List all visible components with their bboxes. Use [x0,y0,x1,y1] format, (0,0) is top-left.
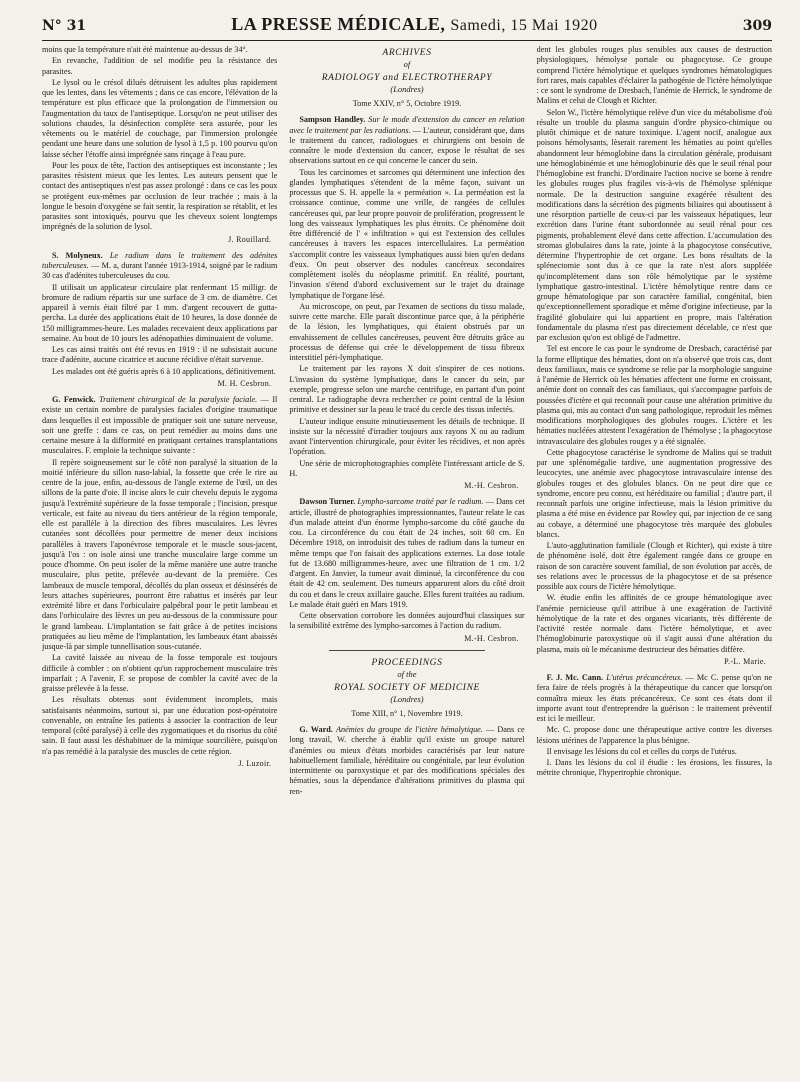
section-divider [329,650,484,651]
paragraph: — L'auteur, considérant que, dans le traitement du cancer, radiologues et chirurgiens ont besoin de connaître le mode d'extension du cancer, expose le résultat de ses observations surtout en ce qui concerne le cancer du sein. [289,125,525,166]
article-author: Dawson Turner. [299,497,356,507]
column-1 [42,45,277,798]
signature: P.-L. Marie. [724,656,766,666]
column-2 [289,45,524,798]
paragraph: Pour les poux de tête, l'action des antiseptiques est inconstante ; les parasites résistent mieux que les lentes. Les auteurs pensent que le contact des antiseptiques n'est pas assez prolongé : dans ce cas les poux se protègent eux-mêmes par occlusion de leur trachée ; mais à la longue le besoin d'oxygène se fait sentir, la respiration se rétablit, et les parasites sont intoxiqués, pourvu que les cheveux soient longtemps imprégnés de la solution de lysol. [42,160,278,232]
signature: M. H. Cesbron. [217,378,272,388]
article-title: L'utérus précancéreux. [606,673,683,682]
article-author: G. Ward. [299,725,333,734]
paragraph: Tel est encore le cas pour le syndrome de Dresbach, caractérisé par la forme elliptique des hématies, dont on n'a observé que trois cas, dont deux familiaux, mais ce syndrome se relie par la morphologie sanguine à l'anémie de Herrick où les hématies affectent une forme en croissant, anémie dont on connaît des cas familiaux, qui s'accompagne parfois de poussées d'ictère et qui reconnaît pour cause une altération primitive du plasma qui, mis au contact d'un sang pathologique, reproduit les mêmes modifications morphologiques des globules rouges. L'ictère et les hématies nucléées attestent l'exagération de l'hémolyse ; la phagocytose intravasculaire des globules rouges y a été signalée. [536,344,772,446]
section-title: PROCEEDINGS [371,657,443,668]
paragraph: Les cas ainsi traités ont été revus en 1919 : il ne subsistait aucune trace d'adénite, aucune cicatrice et aucune récidive n'était survenue. [42,345,278,365]
article-author: Sampson Handley. [299,115,366,125]
paragraph: Cette observation corrobore les données aujourd'hui classiques sur la sensibilité extrême des lympho-sarcomes à l'action du radium. [289,611,525,631]
article-fenwick [42,395,277,457]
section-city: (Londres) [390,84,424,94]
article-title: Anémies du groupe de l'ictère hémolytique. [336,725,483,734]
journal-title: LA PRESSE MÉDICALE, [231,14,446,34]
paragraph: Selon W., l'ictère hémolytique relève d'un vice du métabolisme d'où résulte un trouble du plasma sanguin d'ordre physico-chimique ou plutôt chimique et de nature toxinique. L'agent nocif, analogue aux poisons hémolysants, lèserait rarement les hématies au point qu'elles abandonnent leur hémoglobine dans la circulation générale, produisant une hémoglobinémie et une hémoglobinurie dès que le seuil rénal pour l'hémoglobine est franchi. D'ordinaire l'action nocive se borne à rendre les globules rouges plus fragiles vis-à-vis de l'hémolyse splénique normale. De la destruction sanguine exagérée résultent des modifications dans la sécrétion des pigments biliaires qui aboutissent à une résorption partielle de ceux-ci par les vaisseaux hépatiques, leur excrétion dans l'urine étant subordonnée au seuil rénal pour ces pigments, probablement élevé dans cette affection. L'accumulation des stromas globulaires dans la rate, jointe à la phagocytose consécutive, détermine l'hypertrophie de cet organe. Les bons résultats de la splénectomie sont dus à ce que la rate n'est alors suppléée qu'incomplètement dans son rôle hémolytique par le système lymphatique gastro-intestinal. L'ictère hémolytique rentre dans ce groupe hématologique par son caractère familial, congénital, bien qu'exceptionnellement sporadique et même d'origine infectieuse, par la fragilité globulaire qui lui appartient en propre, mais l'altération fondamentale du plasma n'est pas directement décelable, ce n'est que par exclusion qu'on est obligé de l'admettre. [536,107,772,342]
article-handley [289,115,524,166]
paragraph: Les résultats obtenus sont évidemment incomplets, mais satisfaisants néanmoins, surtout si, par une éducation post-opératoire convenable, on entraîne les patients à associer la contraction de leur temporal (côté paralysé) à celle des zygomatiques et du risorius du côté sain. Il faut aussi les déshabituer de la mimique sourcilière, puisqu'on n'a pas remédié à la paralysie des muscles de cette région. [42,695,278,756]
signature: M.-H. Cesbron. [464,633,519,643]
section-title: RADIOLOGY and ELECTROTHERAPY [321,73,493,83]
paragraph: En revanche, l'addition de sel modifie peu la résistance des parasites. [42,56,278,76]
paragraph: Une série de microphotographies complète l'intéressant article de S. H. [289,458,525,478]
article-molyneux [42,251,277,282]
paragraph: Le traitement par les rayons X doit s'inspirer de ces notions. L'invasion du système lymphatique, dans le cancer du sein, par exemple, progresse selon une marche centrifuge, en partant d'un point central. Le radiographe devra rechercher ce point central de la lésion primitive et dessiner sur la peau le tracé du cercle des tissus infectés. [289,364,525,415]
paragraph: — Dans cet article, illustré de photographies impressionnantes, l'auteur relate le cas d'un malade atteint d'un énorme lympho-sarcome du côté gauche du cou. La circonférence du cou était de 24 inches, soit 60 cm. En Décembre 1918, on introduisit des tubes de radium dans la tumeur en même temps que l'on faisait des applications externes. La dose totale fut de 13.680 milligrammes-heure, avec une filtration de 1 cm. 1/2 d'argent. En Janvier, la tumeur avait diminué, la circonférence du cou était de 42 cm. seulement. Des tumeurs apparurent alors du côté droit du cou et dans le creux axillaire gauche. Elles furent traitées au radium. Le malade était guéri en Mars 1919. [289,497,525,609]
issue-number: N° 31 [42,18,87,34]
section-title: of the [397,668,417,679]
column-3 [537,45,772,798]
signature: J. Rouillard. [228,234,272,244]
article-title: Le radium dans le traitement des adénites tuberculeuses. [42,250,278,270]
article-title: Traitement chirurgical de la paralysie faciale. [98,395,258,404]
signature: J. Luzoir. [238,758,272,768]
paragraph: L'auto-agglutination familiale (Clough et Richter), qui existe à titre de phénomène isolé, doit être également rangée dans ce groupe en raison de son caractère souvent familial, de son évolution par accès, de ses relations avec le processus de la phagocytose et de sa présence possible aux cours de l'ictère hémolytique. [536,541,772,591]
article-author: F. J. Mc. Cann. [546,673,604,682]
paragraph: — M. a, durant l'année 1913-1914, soigné par le radium 30 cas d'adénites tuberculeuses du cou. [42,261,278,281]
paragraph: W. étudie enfin les affinités de ce groupe hématologique avec l'anémie pernicieuse qu'il attribue à une exagération de l'activité hémolytique de la rate et des organes vicariants, très différente de l'activité restée normale dans l'ictère hémolytique, et avec l'hémoglobinurie paroxystique où il s'agit aussi d'une altération du plasma, mais où le mécanisme destructeur des hématies diffère. [536,593,772,654]
page-number: 309 [742,18,772,34]
paragraph: Il envisage les lésions du col et celles du corps de l'utérus. [546,746,737,756]
paragraph: Les malades ont été guéris après 6 à 10 applications, définitivement. [52,366,276,376]
article-title: Lympho-sarcome traité par le radium. [357,497,484,507]
article-turner [289,497,524,610]
paragraph: Au microscope, on peut, par l'examen de sections du tissu malade, suivre cette marche. Elle paraît discontinue parce que, à la périphérie de la lésion, les lymphatiques, qui étaient obstrués par un envahissement de cellules cancéreuses, peuvent être détruits grâce au processus de défense qui crée le développement de tissu fibreux interstitiel péri-lymphatique. [289,301,525,362]
paragraph: Il utilisait un applicateur circulaire plat renfermant 15 milligr. de bromure de radium répartis sur une surface de 3 cm. de diamètre. Cet appareil à vernis était filtré par 1 mm. d'argent recouvert de gutta-percha. La durée des applications était de 10 heures, la dose donnée de 150 milligrammes-heure. Les malades recevaient deux applications par semaine. Au bout de 10 jours les adénopathies diminuaient de volume. [42,282,278,343]
paragraph: — Dans ce long travail, W. cherche à établir qu'il existe un groupe naturel d'anémies ou mieux d'états morbides caractérisés par leur nature habituellement familiale, héréditaire ou congénitale, par leur évolution intermittente ou paroxystique et par des modifications spéciales des hématies, sous la dépendance d'altérations primitives du plasma qui ren- [289,725,525,796]
paragraph: — Mc C. pense qu'on ne fera faire de réels progrès à la thérapeutique du cancer que lorsqu'on connaîtra mieux les états précancéreux. Ce sont ces états dont il importe avant tout d'entreprendre la guérison : le traitement préventif est ici le meilleur. [536,673,772,723]
paragraph: Le lysol ou le crésol dilués détruisent les adultes plus rapidement que les lentes, dans les vêtements ; dans ce cas encore, l'élévation de la température est plus efficace que la prolongation de l'immersion ou l'augmentation du taux de l'antiseptique. Lorsqu'on ne peut utiliser des solutions chaudes, la désinfection complète sera assurée, pour les vêtements ou le matériel de couchage, par l'immersion prolongée pendant une heure dans une solution de lysol à 1,5 p. 100 pourvu qu'on laisse sécher l'étoffe ainsi imprégnée sans rinçage à l'eau pure. [42,77,278,159]
signature: M.-H. Cesbron. [464,481,519,490]
article-author: S. Molyneux. [52,250,103,260]
article-ward [289,725,524,797]
paragraph: — Il existe un certain nombre de paralysies faciales d'origine traumatique dans lesquelles il est impossible de pratiquer soit une suture nerveuse, soit une greffe : dans ce cas, on peut remédier au moins dans une certaine mesure à la difformité en pratiquant certaines transplantations musculaires. F. emploie la technique suivante : [42,395,278,456]
article-author: G. Fenwick. [52,395,96,404]
paragraph: dent les globules rouges plus sensibles aux causes de destruction physiologiques, hémolyse portale ou phagocytose. Ce groupe comprend l'ictère hémolytique et quelques syndromes hématologiques fort rares, mais capables d'éclairer la pathogénie de l'ictère hémolytique : ce sont le syndrome de Dresbach, l'anémie de Herrick, le syndrome de Malins et celui de Clough et Richter. [536,45,772,106]
section-volume: Tome XXIV, n° 5, Octobre 1919. [352,99,462,108]
columns [42,45,772,798]
article-title: Sur le mode d'extension du cancer en relation avec le traitement par les radiations. [289,115,525,135]
paragraph: Cette phagocytose caractérise le syndrome de Malins qui se traduit par une splénomégalie tardive, une augmentation progressive des leucocytes, une anémie avec phagocytose intravasculaire intense des globules rouges et des globules blancs. On ne peut dire que ce syndrome, encore peu connu, est héréditaire ou familial ; d'autre part, il reconnaît parfois une origine infectieuse, mais la lésion primitive du plasma a été mise en évidence par Rowley qui, par injection de ce sang au cobaye, a déterminé une phagocytose très marquée des globules blancs. [536,447,772,539]
paragraph: moins que la température n'ait été maintenue au-dessus de 34°. [42,45,248,54]
paragraph: L'auteur indique ensuite minutieusement les détails de technique. Il insiste sur la nécessité d'irradier toujours aux rayons X ou au radium avant l'intervention chirurgicale, pour éviter les récidives, et non après l'opération. [289,416,525,457]
paragraph: I. Dans les lésions du col il étudie : les érosions, les fissures, la métrite chronique, l'hypertrophie chronique. [536,758,772,778]
paragraph: Il repère soigneusement sur le côté non paralysé la situation de la moitié inférieure du sillon naso-labial, la fossette que crée le rire au centre de la joue, enfin, au-dessous de l'angle externe de l'œil, un des sillons de la patte d'oie. Il incise alors le cuir chevelu depuis le zygoma jusqu'à l'extrémité supérieure de la fosse temporale ; l'incision, presque verticale, est faite au niveau du tiers antérieur de la région temporale, elle est parallèle à la direction des fibres musculaires. Les lèvres cutanées sont décollées pour permettre de mener deux incisions parallèles à travers l'aponévrose temporale et le muscle sous-jacent, jusqu'à l'os : on isole ainsi une tranche musculaire large comme un pouce d'homme. On peut isoler de la même manière une autre tranche musculaire, plus petite, prélevée au-devant de la première. Ces lambeaux de muscle temporal, décollés du plan osseux et désinsérés de leurs attaches supérieures, pourront être rabattus et insérés par leur extrémité libre et dans l'orbiculaire palpébral pour le petit lambeau et dans l'orbiculaire des lèvres un peu au-dessous de la commissure pour le grand lambeau. L'implantation se fait grâce à de petites incisions pratiquées au lieu même de l'implantation, les lambeaux étant abaissés jusque-là par simple tunnellisation sous-cutanée. [42,457,278,651]
article-mccann [537,673,772,724]
paragraph: La cavité laissée au niveau de la fosse temporale est toujours difficile à combler : on n'obtient qu'un rapprochement musculaire très imparfait ; A l'avenir, F. se propose de combler la cavité avec de la graisse prélevée à la fesse. [42,653,278,693]
page-header [42,14,772,41]
masthead [231,14,597,35]
section-title: ARCHIVES [382,48,432,58]
issue-date: Samedi, 15 Mai 1920 [450,17,598,34]
paragraph: Mc. C. propose donc une thérapeutique active contre les diverses lésions utérines de l'apparence la plus bénigne. [536,725,772,745]
section-volume: Tome XIII, n° 1, Novembre 1919. [351,708,463,718]
section-title: ROYAL SOCIETY OF MEDICINE [334,682,480,693]
section-city: (Londres) [390,693,424,704]
paragraph: Tous les carcinomes et sarcomes qui déterminent une infection des glandes lymphatiques s'étendent de la même façon, suivant un processus que S. H. appelle la « perméation ». La perméation est la croissance continue, comme une vrille, de rangées de cellules cancéreuses qui, par leur propre pouvoir de prolifération, progressent le long des vaisseaux lymphatiques les plus étroits. Ce phénomène doit être différencié de l' « infiltration » qui est l'extension des cellules cancéreuses à travers les espaces intercellulaires. La perméation s'accomplit contre les vaisseaux lymphatiques aussi bien qu'en dedans d'eux. On peut observer des nodules cancéreux secondaires complètement isolés du néoplasme primitif. En réalité, pourtant, l'invasion s'étend d'abord exclusivement sur le trajet du drainage lymphatique de l'organe lésé. [289,167,525,300]
section-title: of [403,59,411,69]
